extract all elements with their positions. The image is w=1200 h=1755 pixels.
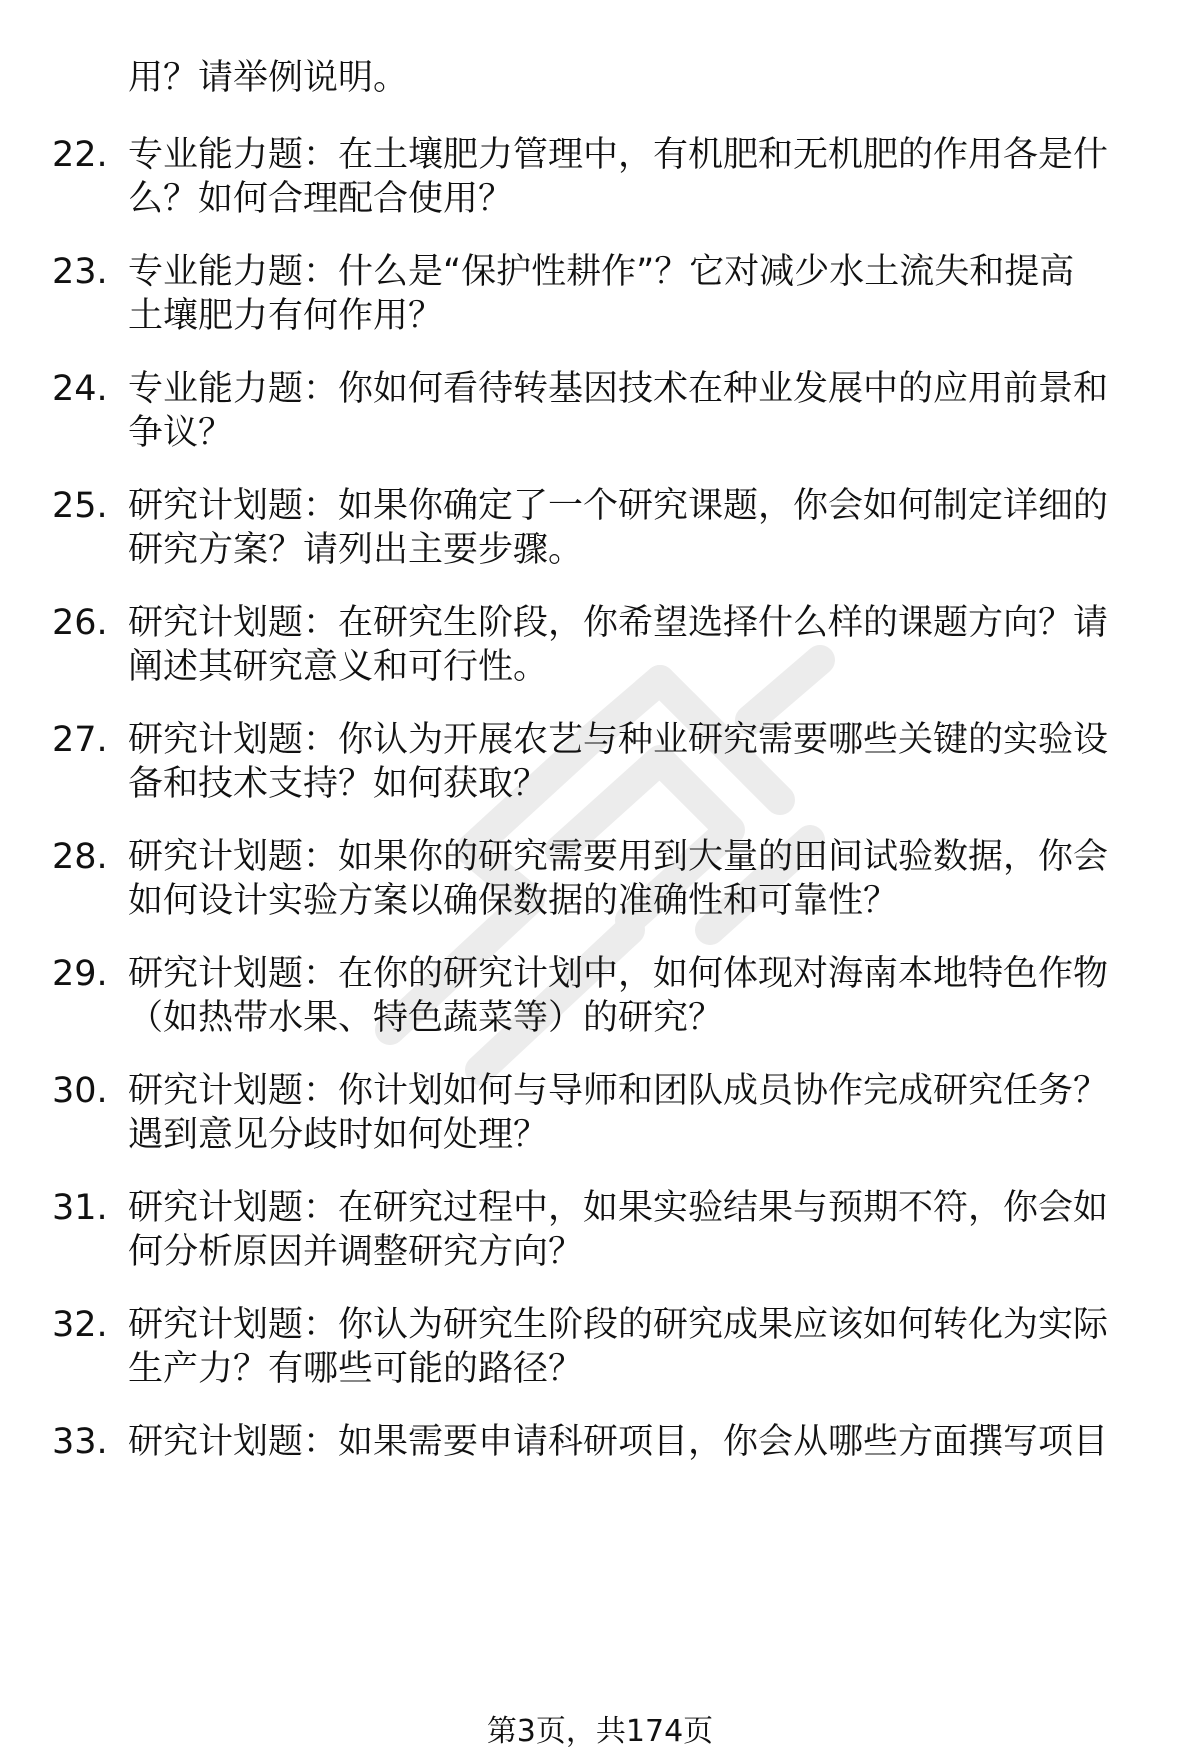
question-number: 22. (52, 135, 108, 175)
question-number: 30. (52, 1071, 108, 1111)
question-number: 24. (52, 369, 108, 409)
question-text-line: 研究计划题：如果需要申请科研项目，你会从哪些方面撰写项目 (128, 1422, 1109, 1462)
question-number: 29. (52, 954, 108, 994)
question-text-line: 么？如何合理配合使用？ (128, 179, 514, 219)
question-text-line: 研究计划题：你认为开展农艺与种业研究需要哪些关键的实验设 (128, 720, 1109, 760)
question-number: 32. (52, 1305, 108, 1345)
question-number: 31. (52, 1188, 108, 1228)
question-number: 26. (52, 603, 108, 643)
question-text-line: 专业能力题：在土壤肥力管理中，有机肥和无机肥的作用各是什 (128, 135, 1109, 175)
question-text-line: 土壤肥力有何作用？ (128, 296, 444, 336)
question-number: 33. (52, 1422, 108, 1462)
question-text-line: （如热带水果、特色蔬菜等）的研究？ (128, 998, 724, 1038)
question-text-line: 研究方案？请列出主要步骤。 (128, 530, 584, 570)
question-text-line: 何分析原因并调整研究方向？ (128, 1232, 584, 1272)
question-text-line: 研究计划题：你认为研究生阶段的研究成果应该如何转化为实际 (128, 1305, 1109, 1345)
page-footer: 第3页，共174页 (486, 1714, 714, 1749)
question-text-line: 研究计划题：在你的研究计划中，如何体现对海南本地特色作物 (128, 954, 1109, 994)
question-text-line: 生产力？有哪些可能的路径？ (128, 1349, 584, 1389)
question-number: 27. (52, 720, 108, 760)
question-text-line: 专业能力题：什么是“保护性耕作”？它对减少水土流失和提高 (128, 252, 1075, 292)
question-text-line: 研究计划题：在研究过程中，如果实验结果与预期不符，你会如 (128, 1188, 1109, 1228)
question-text-line: 争议？ (128, 413, 234, 453)
question-number: 28. (52, 837, 108, 877)
question-text-line: 研究计划题：你计划如何与导师和团队成员协作完成研究任务？ (128, 1071, 1109, 1111)
question-text-line: 阐述其研究意义和可行性。 (128, 647, 549, 687)
question-text-line: 研究计划题：如果你确定了一个研究课题，你会如何制定详细的 (128, 486, 1109, 526)
continuation-text: 用？请举例说明。 (128, 58, 409, 98)
question-text-line: 如何设计实验方案以确保数据的准确性和可靠性？ (128, 881, 899, 921)
question-number: 23. (52, 252, 108, 292)
question-number: 25. (52, 486, 108, 526)
question-text-line: 遇到意见分歧时如何处理？ (128, 1115, 549, 1155)
question-text-line: 专业能力题：你如何看待转基因技术在种业发展中的应用前景和 (128, 369, 1109, 409)
question-text-line: 研究计划题：在研究生阶段，你希望选择什么样的课题方向？请 (128, 603, 1109, 643)
question-text-line: 备和技术支持？如何获取？ (128, 764, 549, 804)
question-text-line: 研究计划题：如果你的研究需要用到大量的田间试验数据，你会 (128, 837, 1109, 877)
